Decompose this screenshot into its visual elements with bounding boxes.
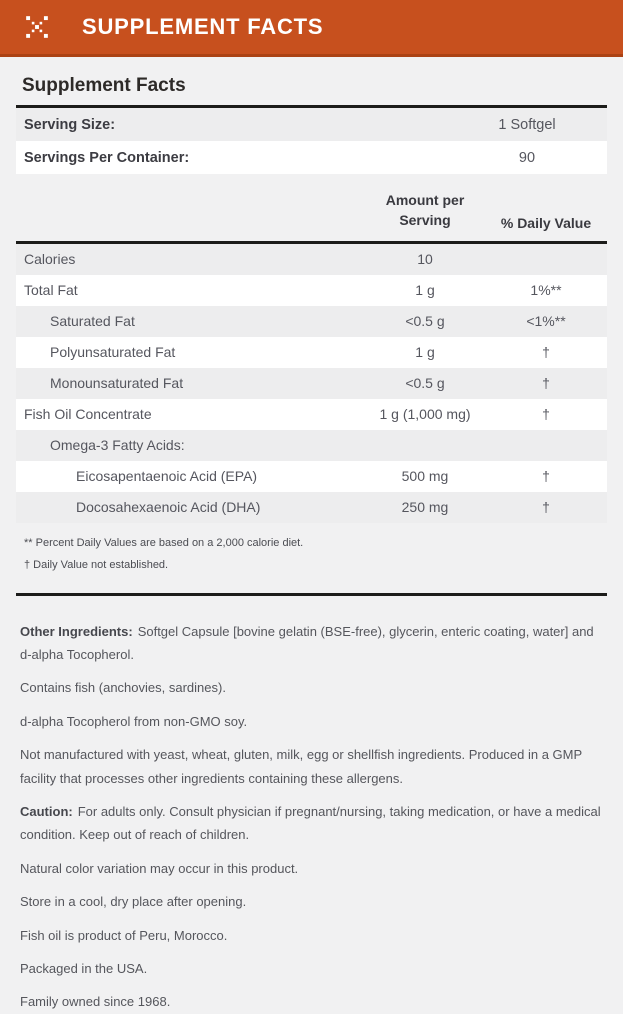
nutrient-row-polyunsaturated-fat xyxy=(16,337,607,368)
footnotes xyxy=(16,523,607,596)
nutrient-amount: 1 g (1,000 mg) xyxy=(379,406,471,423)
footnote-dagger: † Daily Value not established. xyxy=(24,558,169,571)
section-header-title: SUPPLEMENT FACTS xyxy=(82,14,324,39)
footnote-daily-values: ** Percent Daily Values are based on a 2,000 calorie diet. xyxy=(24,536,304,549)
nutrient-label: Docosahexaenoic Acid (DHA) xyxy=(76,499,261,516)
nutrient-row-saturated-fat xyxy=(16,306,607,337)
servings-per-container-value: 90 xyxy=(518,149,536,166)
nutrient-row-omega-3-fatty-acids xyxy=(16,430,607,461)
paragraph-other-ingredients: Other Ingredients: Softgel Capsule [bovine gelatin (BSE-free), glycerin, enteric coating, water] and d-alpha Tocopherol. xyxy=(20,623,594,662)
nutrient-row-total-fat xyxy=(16,275,607,306)
nutrient-label: Total Fat xyxy=(24,282,78,299)
nutrient-label: Fish Oil Concentrate xyxy=(24,406,152,423)
nutrient-label: Omega-3 Fatty Acids: xyxy=(50,437,185,454)
nutrient-label: Monounsaturated Fat xyxy=(50,375,184,392)
dotted-x-icon xyxy=(24,14,50,40)
nutrient-daily-value: † xyxy=(542,406,550,423)
paragraph-packaged: Packaged in the USA. xyxy=(20,960,148,976)
nutrient-row-monounsaturated-fat xyxy=(16,368,607,399)
paragraph-contains-fish: Contains fish (anchovies, sardines). xyxy=(20,680,226,696)
nutrient-daily-value: † xyxy=(542,375,550,392)
paragraph-storage: Store in a cool, dry place after opening. xyxy=(20,894,247,910)
nutrient-daily-value: † xyxy=(542,499,550,516)
nutrient-daily-value: † xyxy=(542,344,550,361)
serving-size-row xyxy=(16,108,607,141)
paragraph-allergen-statement: Not manufactured with yeast, wheat, gluten, milk, egg or shellfish ingredients. Produced in a GMP facility that processes other ingredients containing these allergens. xyxy=(20,747,582,786)
nutrient-row-epa xyxy=(16,461,607,492)
panel-title: Supplement Facts xyxy=(16,73,607,108)
paragraph-color-variation: Natural color variation may occur in this product. xyxy=(20,860,299,876)
serving-size-value: 1 Softgel xyxy=(498,116,556,133)
nutrient-amount: 10 xyxy=(417,251,433,268)
details-section xyxy=(0,596,623,1014)
column-headers xyxy=(16,174,607,244)
amount-column-header: Amount per Serving xyxy=(385,192,465,229)
section-header-bar xyxy=(0,0,623,57)
nutrient-amount: <0.5 g xyxy=(405,313,445,330)
servings-per-container-row xyxy=(16,141,607,174)
nutrient-daily-value: 1%** xyxy=(530,282,562,299)
nutrient-amount: <0.5 g xyxy=(405,375,445,392)
nutrient-label: Polyunsaturated Fat xyxy=(50,344,176,361)
paragraph-origin: Fish oil is product of Peru, Morocco. xyxy=(20,927,228,943)
nutrient-row-dha xyxy=(16,492,607,523)
nutrient-row-fish-oil-concentrate xyxy=(16,399,607,430)
nutrient-label: Saturated Fat xyxy=(50,313,135,330)
nutrient-row-calories xyxy=(16,244,607,275)
daily-value-column-header: % Daily Value xyxy=(500,214,592,231)
nutrient-label: Eicosapentaenoic Acid (EPA) xyxy=(76,468,258,485)
serving-size-label: Serving Size: xyxy=(24,116,116,133)
nutrient-label: Calories xyxy=(24,251,76,268)
paragraph-family-owned: Family owned since 1968. xyxy=(20,994,171,1010)
caution-label: Caution: xyxy=(20,803,73,819)
nutrient-amount: 500 mg xyxy=(401,468,449,485)
nutrient-amount: 250 mg xyxy=(401,499,449,516)
servings-per-container-label: Servings Per Container: xyxy=(24,149,190,166)
nutrient-amount: 1 g xyxy=(415,282,435,299)
nutrient-amount: 1 g xyxy=(415,344,435,361)
paragraph-non-gmo-soy: d-alpha Tocopherol from non-GMO soy. xyxy=(20,713,248,729)
supplement-facts-panel xyxy=(0,57,623,596)
paragraph-caution: Caution: For adults only. Consult physician if pregnant/nursing, taking medication, or have a medical condition. Keep out of reach of children. xyxy=(20,803,601,843)
other-ingredients-label: Other Ingredients: xyxy=(20,623,133,639)
nutrient-daily-value: † xyxy=(542,468,550,485)
nutrient-daily-value: <1%** xyxy=(526,313,566,330)
